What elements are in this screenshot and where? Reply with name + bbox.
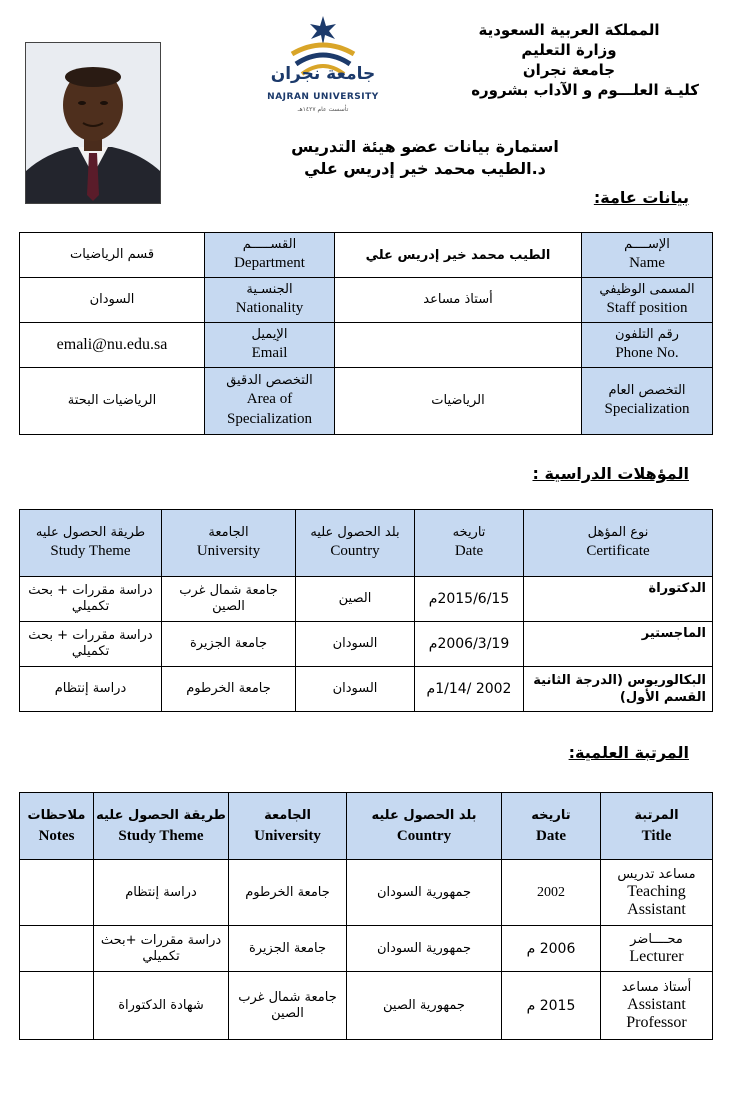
header-en: Title: [641, 828, 672, 844]
header-notes: [20, 793, 94, 860]
header-certificate: [524, 510, 713, 577]
title-ar: أستاذ مساعد: [621, 979, 692, 995]
header-en: Notes: [38, 828, 75, 844]
label-en: Department: [234, 255, 305, 271]
header-ar: المرتبة: [634, 808, 679, 823]
title-en: Teaching Assistant: [627, 882, 686, 918]
header-en: University: [196, 543, 261, 559]
header-en: Country: [396, 828, 452, 844]
label-en: Phone No.: [615, 345, 679, 361]
profile-photo: [25, 42, 161, 204]
form-title-block: [200, 136, 650, 180]
label-ar: رقم التلفون: [615, 327, 679, 342]
cell-date: 2015 م: [502, 972, 601, 1040]
table-row: [20, 793, 713, 860]
table-row: [20, 860, 713, 926]
department-label: [205, 233, 335, 278]
name-value: الطيب محمد خير إدريس علي: [335, 233, 582, 278]
label-ar: القســـــم: [242, 237, 297, 252]
header-line-university: جامعة نجران: [522, 61, 616, 79]
header-ar: الجامعة: [208, 525, 249, 540]
logo-arabic-text: جامعة نجران: [270, 64, 376, 84]
header-ar: الجامعة: [264, 808, 311, 823]
cell-country: الصين: [296, 577, 415, 622]
cell-date: 2002 /1/14م: [415, 667, 524, 712]
label-en: Staff position: [606, 300, 688, 316]
header-line-ministry: وزارة التعليم: [521, 41, 617, 59]
section-heading-ranks: المرتبة العلمية:: [568, 743, 689, 762]
email-value: emali@nu.edu.sa: [20, 323, 205, 368]
header-en: Date: [454, 543, 484, 559]
cell-university: جامعة الجزيرة: [162, 622, 296, 667]
phone-label: [582, 323, 713, 368]
person-portrait-icon: [26, 43, 160, 203]
cell-country: جمهورية السودان: [347, 860, 502, 926]
phone-value: [335, 323, 582, 368]
table-row: [20, 278, 713, 323]
label-ar: الجنسـية: [246, 282, 293, 297]
section-heading-qualifications: المؤهلات الدراسية :: [532, 464, 689, 483]
header-country: [347, 793, 502, 860]
department-value: قسم الرياضيات: [20, 233, 205, 278]
cell-notes: [20, 860, 94, 926]
table-row: [20, 667, 713, 712]
cell-date: 2002: [502, 860, 601, 926]
header-date: [415, 510, 524, 577]
qualifications-table: [19, 509, 713, 712]
label-ar: المسمى الوظيفي: [599, 282, 695, 297]
title-en: Lecturer: [629, 947, 684, 965]
cell-title: [601, 972, 713, 1040]
label-ar: التخصص الدقيق: [226, 373, 313, 388]
header-ar: نوع المؤهل: [587, 525, 649, 540]
nationality-label: [205, 278, 335, 323]
label-ar: التخصص العام: [608, 383, 686, 398]
cell-date: 2006/3/19م: [415, 622, 524, 667]
cell-university: جامعة شمال غرب الصين: [162, 577, 296, 622]
header-study-theme: [94, 793, 229, 860]
label-ar: الإســــم: [624, 237, 670, 252]
cell-certificate: الدكتوراة: [524, 577, 713, 622]
label-en: Name: [629, 255, 665, 271]
label-ar: الإيميل: [251, 327, 288, 342]
cell-university: جامعة الخرطوم: [162, 667, 296, 712]
cell-notes: [20, 926, 94, 972]
staff-position-value: أستاذ مساعد: [335, 278, 582, 323]
label-en: Area of Specialization: [227, 391, 312, 427]
name-label: [582, 233, 713, 278]
cell-theme: دراسة مقررات +بحث تكميلي: [94, 926, 229, 972]
header-en: Country: [330, 543, 380, 559]
cell-university: جامعة الجزيرة: [229, 926, 347, 972]
cell-theme: دراسة إنتظام: [20, 667, 162, 712]
header-date: [502, 793, 601, 860]
cell-theme: دراسة مقررات + بحث تكميلي: [20, 622, 162, 667]
table-row: [20, 622, 713, 667]
cell-university: جامعة شمال غرب الصين: [229, 972, 347, 1040]
institution-header: [439, 20, 699, 100]
header-ar: طريقة الحصول عليه: [96, 808, 226, 823]
table-row: [20, 510, 713, 577]
header-country: [296, 510, 415, 577]
header-en: Certificate: [586, 543, 650, 559]
title-ar: محــــاضر: [630, 931, 683, 947]
header-ar: تاريخه: [452, 525, 486, 540]
cell-theme: شهادة الدكتوراة: [94, 972, 229, 1040]
specialization-value: الرياضيات: [335, 368, 582, 435]
cell-university: جامعة الخرطوم: [229, 860, 347, 926]
area-of-specialization-label: [205, 368, 335, 435]
table-row: [20, 577, 713, 622]
header-university: [162, 510, 296, 577]
section-heading-general: بيانات عامة:: [593, 188, 689, 207]
table-row: [20, 368, 713, 435]
form-title: استمارة بيانات عضو هيئة التدريس: [291, 137, 559, 156]
cell-notes: [20, 972, 94, 1040]
cell-certificate: البكالوريوس (الدرجة الثانية القسم الأول): [524, 667, 713, 712]
header-title: [601, 793, 713, 860]
staff-position-label: [582, 278, 713, 323]
specialization-label: [582, 368, 713, 435]
label-en: Nationality: [235, 300, 304, 316]
header-en: Study Theme: [50, 543, 131, 559]
nationality-value: السودان: [20, 278, 205, 323]
header-ar: طريقة الحصول عليه: [35, 525, 146, 540]
cell-title: [601, 860, 713, 926]
title-en: Assistant Professor: [626, 995, 687, 1031]
cell-certificate: الماجستير: [524, 622, 713, 667]
logo-english-text: NAJRAN UNIVERSITY: [267, 92, 379, 102]
table-row: [20, 926, 713, 972]
cell-date: 2006 م: [502, 926, 601, 972]
header-study-theme: [20, 510, 162, 577]
title-ar: مساعد تدريس: [617, 866, 696, 882]
cell-theme: دراسة إنتظام: [94, 860, 229, 926]
najran-university-logo: [262, 14, 384, 118]
area-of-specialization-value: الرياضيات البحتة: [20, 368, 205, 435]
academic-rank-table: [19, 792, 713, 1040]
cell-country: السودان: [296, 622, 415, 667]
logo-founded-text: تأسست عام ١٤٢٧هـ: [297, 106, 349, 113]
general-info-table: [19, 232, 713, 435]
label-en: Email: [251, 345, 288, 361]
email-label: [205, 323, 335, 368]
cell-title: [601, 926, 713, 972]
label-en: Specialization: [604, 401, 690, 417]
header-ar: تاريخه: [531, 808, 571, 823]
table-row: [20, 972, 713, 1040]
cell-country: السودان: [296, 667, 415, 712]
cell-country: جمهورية السودان: [347, 926, 502, 972]
header-university: [229, 793, 347, 860]
cell-country: جمهورية الصين: [347, 972, 502, 1040]
header-en: University: [254, 828, 321, 844]
header-ar: بلد الحصول عليه: [310, 525, 400, 540]
header-ar: بلد الحصول عليه: [371, 808, 477, 823]
table-row: [20, 323, 713, 368]
cell-theme: دراسة مقررات + بحث تكميلي: [20, 577, 162, 622]
header-en: Date: [536, 828, 566, 844]
header-line-kingdom: المملكة العربية السعودية: [478, 21, 660, 39]
person-name: د.الطيب محمد خير إدريس علي: [304, 159, 546, 178]
header-ar: ملاحظات: [27, 808, 86, 823]
table-row: [20, 233, 713, 278]
header-en: Study Theme: [118, 828, 204, 844]
cell-date: 2015/6/15م: [415, 577, 524, 622]
header-line-college: كليـة العلـــوم و الآداب بشروره: [471, 81, 699, 99]
